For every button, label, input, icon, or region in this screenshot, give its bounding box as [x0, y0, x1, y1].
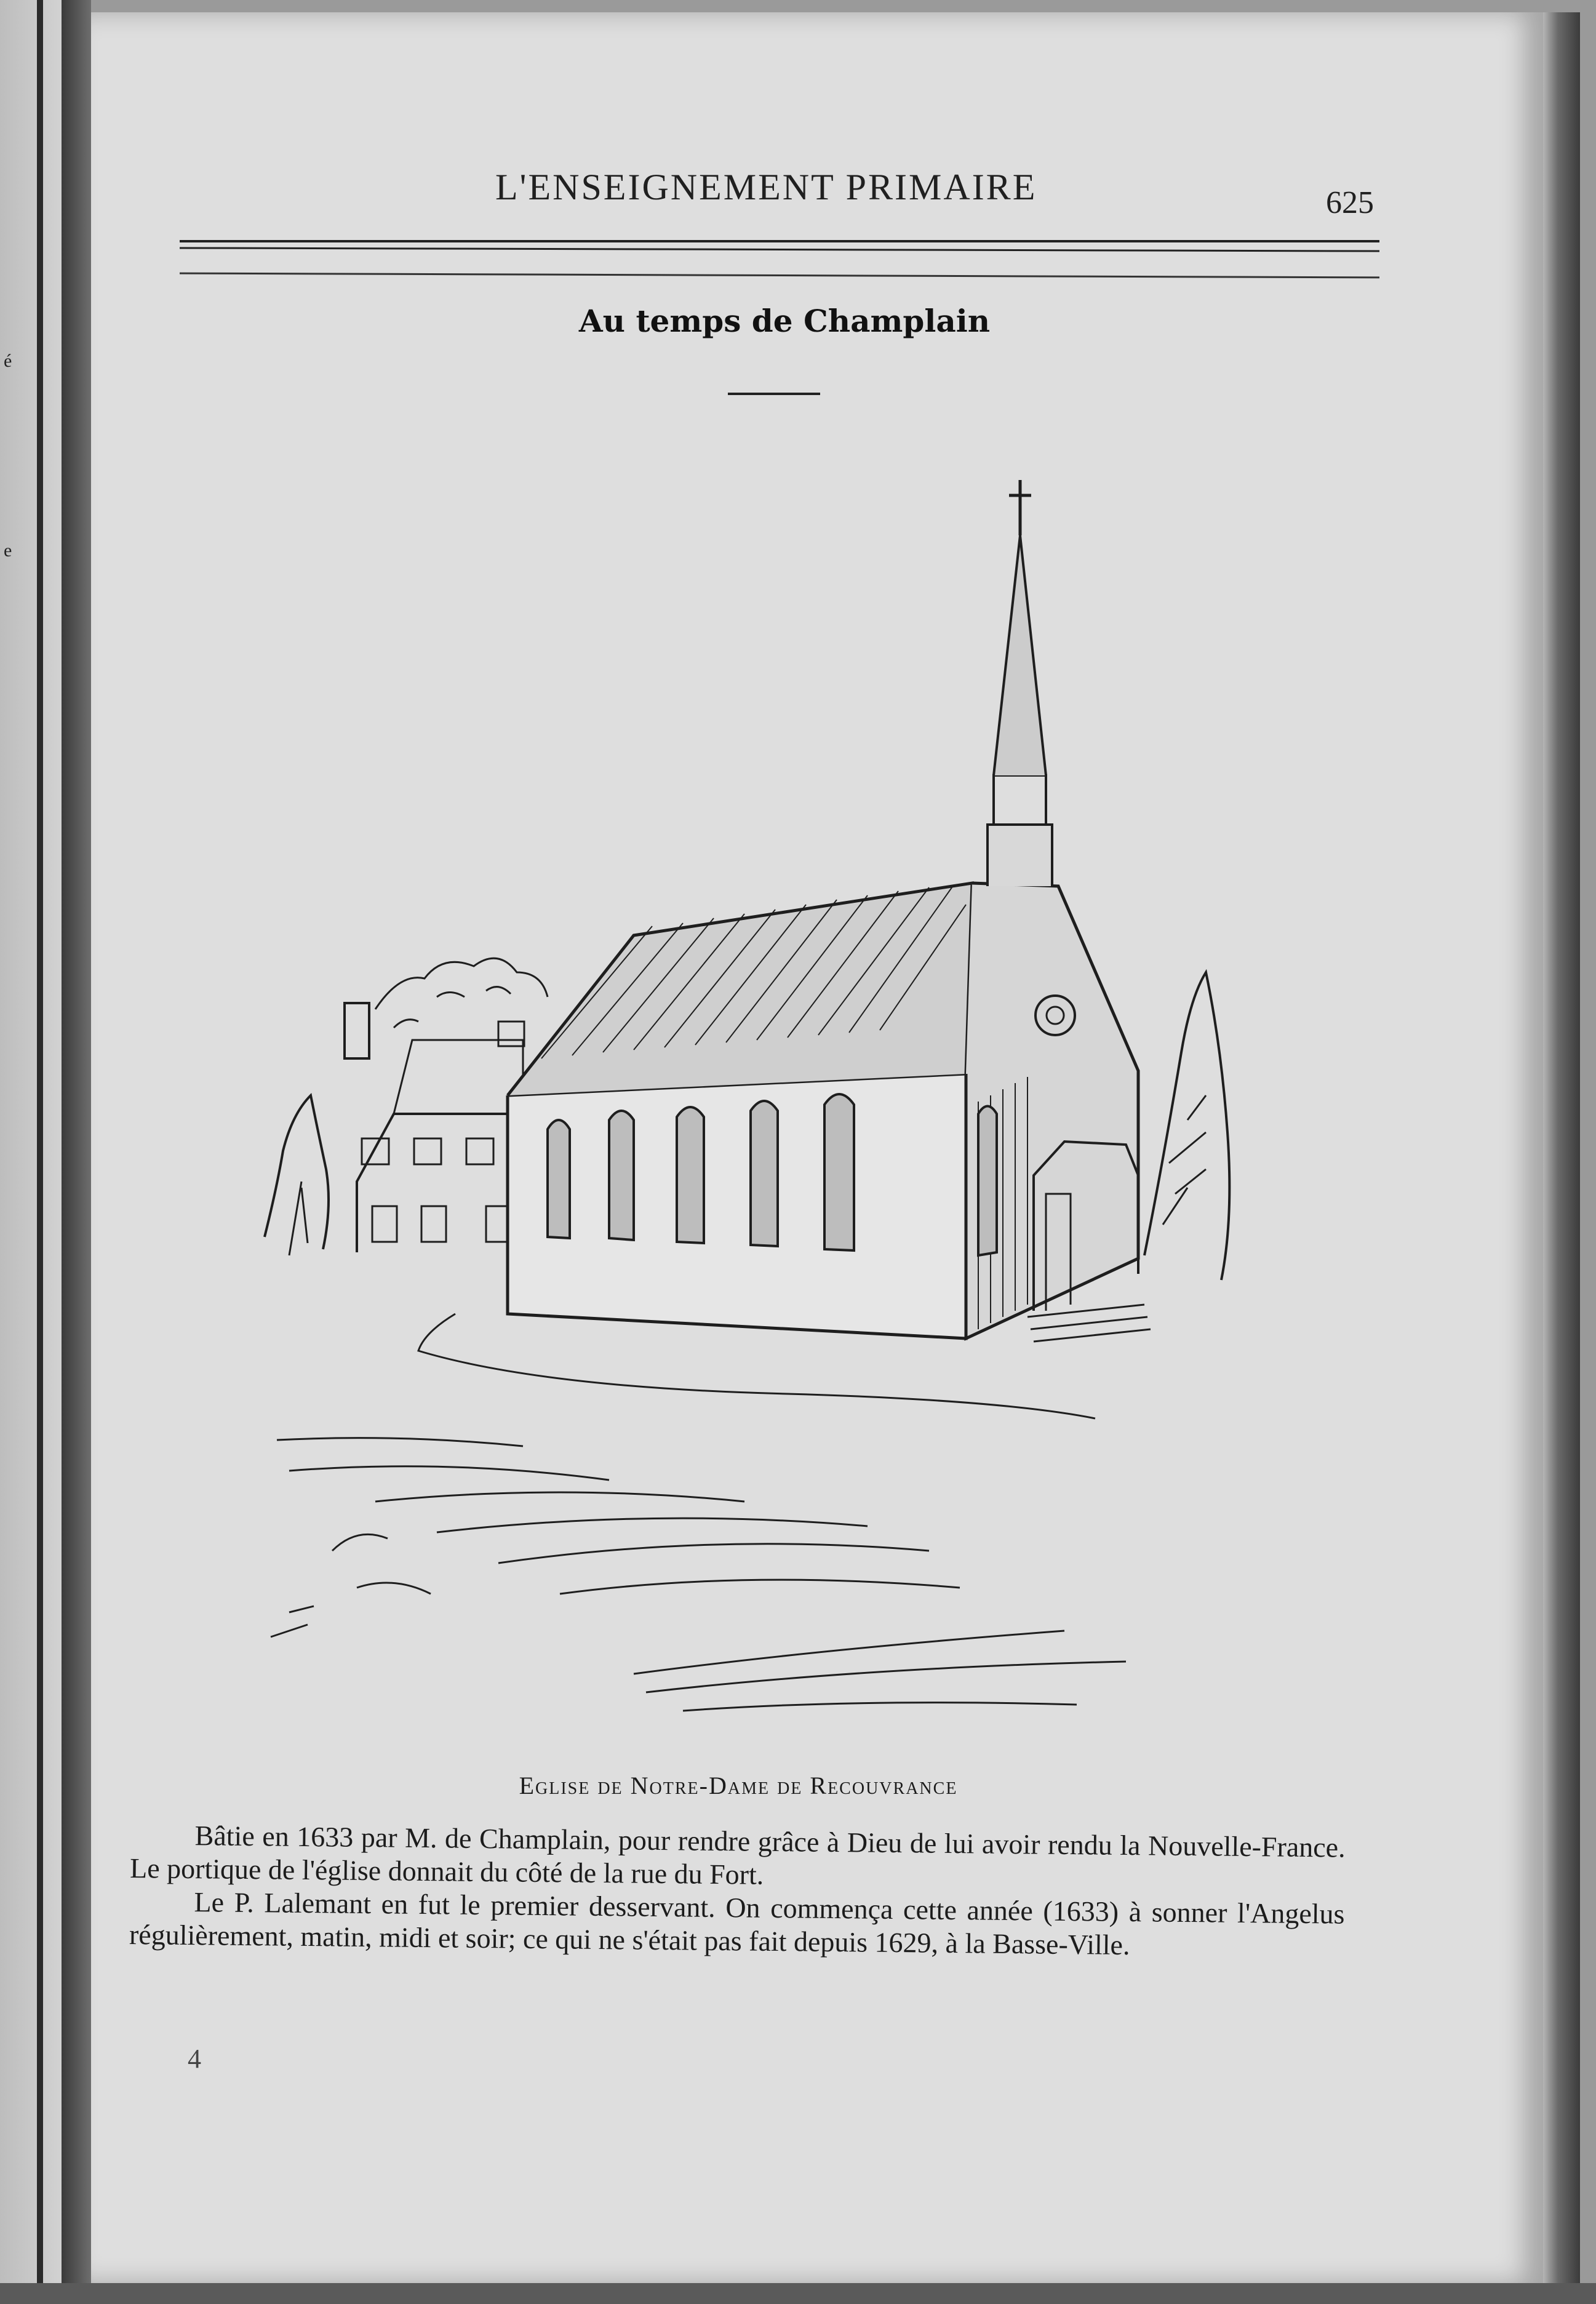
book-gutter	[62, 0, 91, 2304]
left-page-edge	[37, 0, 43, 2304]
margin-fragment: é	[4, 351, 12, 371]
body-text	[129, 1818, 1346, 1964]
title-rule	[728, 393, 820, 395]
church-illustration	[252, 455, 1267, 1754]
article-title: Au temps de Champlain	[578, 303, 991, 339]
left-page-sliver	[0, 0, 62, 2304]
paragraph: Le P. Lalemant en fut le premier desservant. On commença cette année (1633) à sonner l'Angelus régulièrement, matin, midi et soir; ce qui ne s'était pas fait depuis 1629, à la Basse-Ville.	[129, 1886, 1345, 1961]
paragraph: Bâtie en 1633 par M. de Champlain, pour rendre grâce à Dieu de lui avoir rendu la Nouvelle-France. Le portique de l'église donnait du côté de la rue du Fort.	[129, 1820, 1346, 1890]
page-number: 625	[1326, 185, 1374, 220]
signature-mark: 4	[188, 2044, 201, 2074]
margin-fragment: e	[4, 540, 12, 561]
right-page-edge	[1543, 12, 1580, 2283]
header-rule	[180, 240, 1379, 242]
bottom-edge	[0, 2283, 1596, 2304]
figure-caption: Eglise de Notre-Dame de Recouvrance	[519, 1772, 958, 1799]
running-title: L'ENSEIGNEMENT PRIMAIRE	[495, 167, 1037, 207]
